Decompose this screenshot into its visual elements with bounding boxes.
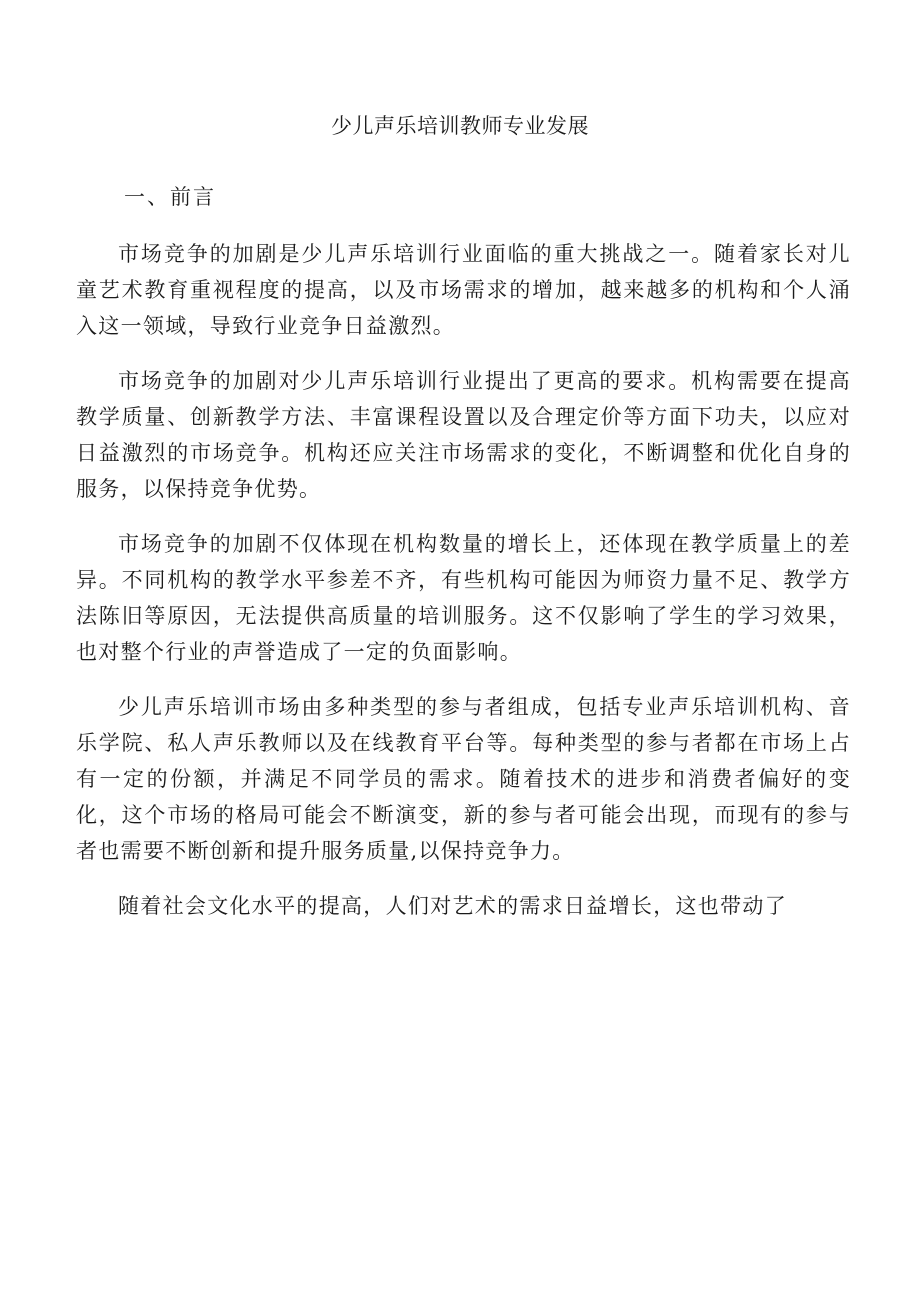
document-body (76, 236, 851, 943)
document-title: 少儿声乐培训教师专业发展 (331, 114, 589, 138)
paragraph: 市场竞争的加剧对少儿声乐培训行业提出了更高的要求。机构需要在提高教学质量、创新教学方法、丰富课程设置以及合理定价等方面下功夫，以应对日益激烈的市场竞争。机构还应关注市场需求的变化，不断调整和优化自身的服务，以保持竞争优势。 (76, 369, 851, 501)
paragraph: 市场竞争的加剧不仅体现在机构数量的增长上，还体现在教学质量上的差异。不同机构的教学水平参差不齐，有些机构可能因为师资力量不足、教学方法陈旧等原因，无法提供高质量的培训服务。这不仅影响了学生的学习效果，也对整个行业的声誉造成了一定的负面影响。 (76, 532, 851, 664)
section-heading-preface: 一、前言 (124, 185, 216, 209)
paragraph: 随着社会文化水平的提高，人们对艺术的需求日益增长，这也带动了 (118, 894, 787, 918)
paragraph: 少儿声乐培训市场由多种类型的参与者组成，包括专业声乐培训机构、音乐学院、私人声乐教师以及在线教育平台等。每种类型的参与者都在市场上占有一定的份额，并满足不同学员的需求。随着技术的进步和消费者偏好的变化，这个市场的格局可能会不断演变，新的参与者可能会出现，而现有的参与者也需要不断创新和提升服务质量,以保持竞争力。 (76, 695, 851, 863)
paragraph: 市场竞争的加剧是少儿声乐培训行业面临的重大挑战之一。随着家长对儿童艺术教育重视程度的提高，以及市场需求的增加，越来越多的机构和个人涌入这一领域，导致行业竞争日益激烈。 (76, 242, 851, 338)
